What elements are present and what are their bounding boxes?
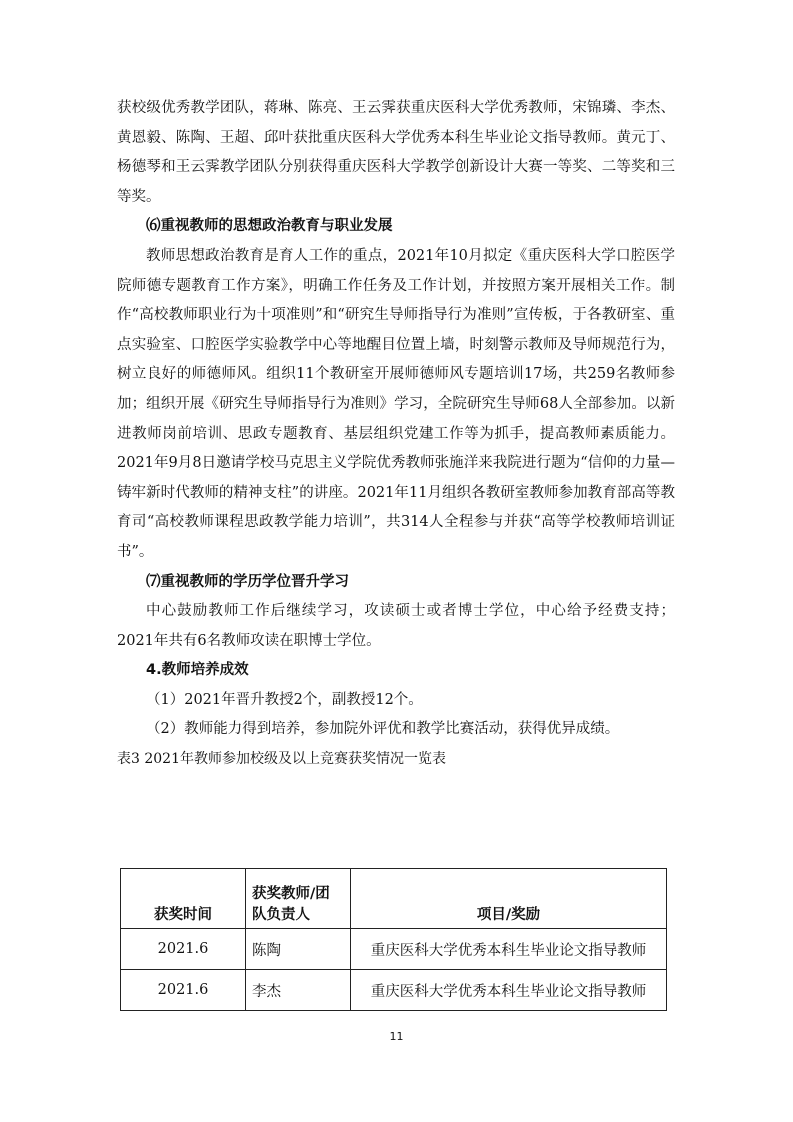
page-number: 11 bbox=[389, 1030, 404, 1043]
section-heading-ideology: ⑹重视教师的思想政治教育与职业发展 bbox=[146, 218, 393, 235]
header-award-item: 项目/奖励 bbox=[351, 869, 667, 929]
paragraph-ideology: 教师思想政治教育是育人工作的重点，2021年10月拟定《重庆医科大学口腔医学院师德专题教育工作方案》，明确工作任务及工作计划，并按照方案开展相关工作。制作“高校教师职业行为十项准则”和“研究生导师指导行为准则”宣传板，于各教研室、重点实验室、口腔医学实验教学中心等地醒目位置上墙，时刻警示教师及导师规范行为，树立良好的师德师风。组织11个教研室开展师德师风专题培训17场，共259名教师参加；组织开展《研究生导师指导行为准则》学习，全院研究生导师68人全部参加。以新进教师岗前培训、思政专题教育、基层组织党建工作等为抓手，提高教师素质能力。2021年9月8日邀请学校马克思主义学院优秀教师张施洋来我院进行题为“信仰的力量—铸牢新时代教师的精神支柱”的讲座。2021年11月组织各教研室教师参加教育部高等教育司“高校教师课程思政教学能力培训”，共314人全程参与并获“高等学校教师培训证书”。 bbox=[117, 247, 675, 560]
section-heading-results: 4.教师培养成效 bbox=[146, 662, 249, 679]
paragraph-degree: 中心鼓励教师工作后继续学习，攻读硕士或者博士学位，中心给予经费支持；2021年共有6名教师攻读在职博士学位。 bbox=[117, 603, 675, 649]
cell-award-person: 李杰 bbox=[246, 970, 351, 1011]
list-item-promotion: （1）2021年晋升教授2个，副教授12个。 bbox=[146, 691, 423, 708]
header-award-person: 获奖教师/团队负责人 bbox=[246, 869, 351, 929]
section-heading-degree: ⑺重视教师的学历学位晋升学习 bbox=[146, 573, 349, 590]
cell-award-person: 陈陶 bbox=[246, 929, 351, 970]
table-header-row bbox=[121, 869, 667, 929]
paragraph-awards-continued: 获校级优秀教学团队，蒋琳、陈亮、王云霁获重庆医科大学优秀教师，宋锦璘、李杰、黄恩毅、陈陶、王超、邱叶获批重庆医科大学优秀本科生毕业论文指导教师。黄元丁、杨德琴和王云霁教学团队分别获得重庆医科大学教学创新设计大赛一等奖、二等奖和三等奖。 bbox=[117, 100, 675, 205]
cell-award-time: 2021.6 bbox=[121, 929, 246, 970]
table-row bbox=[121, 970, 667, 1011]
cell-award-item: 重庆医科大学优秀本科生毕业论文指导教师 bbox=[351, 929, 667, 970]
table-row bbox=[121, 929, 667, 970]
awards-table bbox=[120, 868, 667, 1011]
cell-award-time: 2021.6 bbox=[121, 970, 246, 1011]
header-award-time: 获奖时间 bbox=[121, 869, 246, 929]
cell-award-item: 重庆医科大学优秀本科生毕业论文指导教师 bbox=[351, 970, 667, 1011]
table-caption: 表3 2021年教师参加校级及以上竞赛获奖情况一览表 bbox=[117, 751, 446, 768]
body-text bbox=[117, 94, 675, 775]
list-item-abilities: （2）教师能力得到培养，参加院外评优和教学比赛活动，获得优异成绩。 bbox=[146, 721, 620, 738]
